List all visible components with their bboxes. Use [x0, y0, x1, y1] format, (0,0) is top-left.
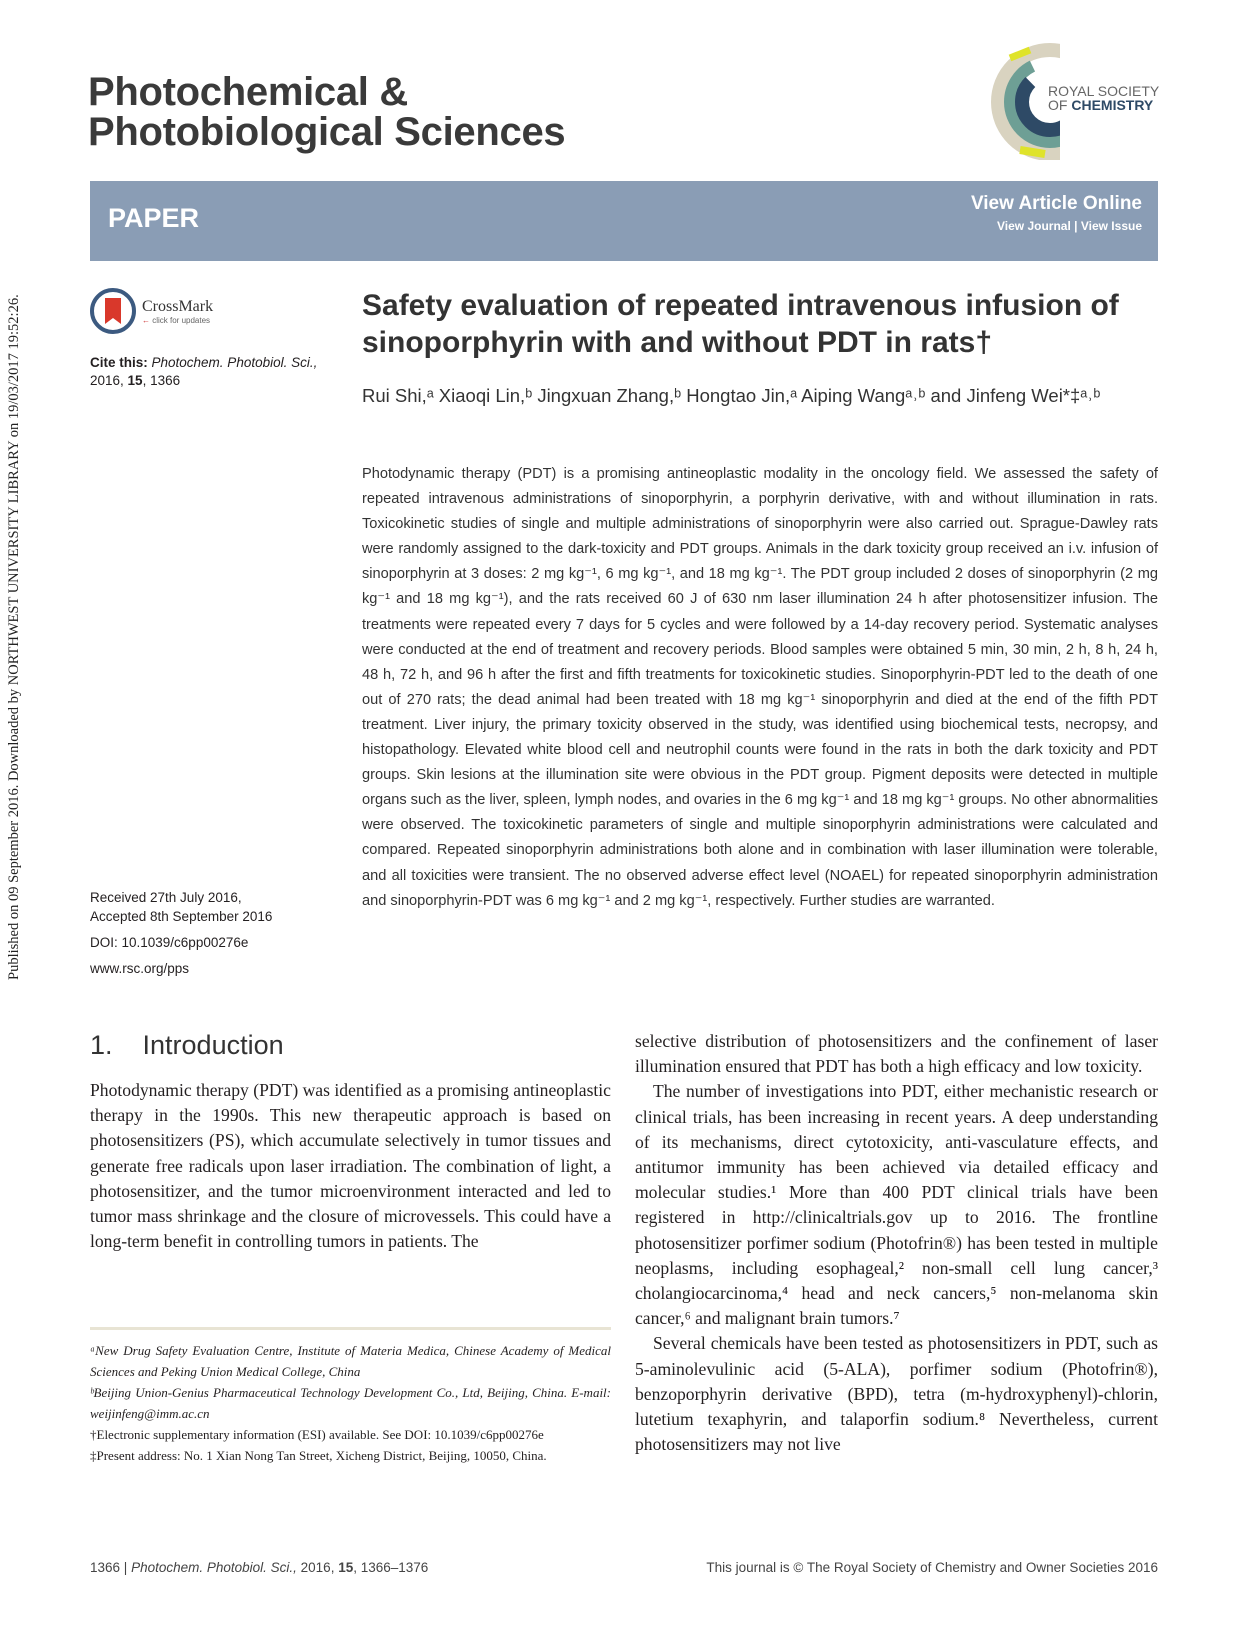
article-metadata: [90, 888, 360, 978]
footnote-divider: [90, 1327, 611, 1330]
paragraph: selective distribution of photosensitizers and the confinement of laser illumination ensured that PDT has both a high efficacy and low toxicity.: [635, 1031, 1158, 1077]
paragraph: The number of investigations into PDT, either mechanistic research or clinical trials, has been increasing in recent years. A deep understanding of its mechanisms, direct cytotoxicity, anti-vasculature effects, and antitumor immunity has been achieved via detailed efficacy and molecular studies.¹ More than 400 PDT clinical trials have been registered in http://clinicaltrials.gov up to 2016. The frontline photosensitizer porfimer sodium (Photofrin®) has been tested in multiple neoplasms, including esophageal,² non-small cell lung cancer,³ cholangiocarcinoma,⁴ head and neck cancers,⁵ non-melanoma skin cancer,⁶ and malignant brain tumors.⁷: [635, 1081, 1158, 1329]
article-type-banner: [90, 181, 1158, 261]
footer-journal: Photochem. Photobiol. Sci.,: [131, 1560, 297, 1575]
view-article-online-link[interactable]: View Article Online: [970, 193, 1142, 214]
rsc-line1: ROYAL SOCIETY: [1048, 83, 1160, 99]
link-separator: |: [1070, 219, 1081, 233]
journal-title-line1: Photochemical &: [88, 70, 409, 114]
footnotes: [90, 1340, 611, 1466]
footnote-affiliation-a: ᵃNew Drug Safety Evaluation Centre, Institute of Materia Medica, Chinese Academy of Medical Sciences and Peking Union Medical College, China: [90, 1343, 611, 1379]
citation: [90, 354, 360, 390]
page-number: 1366: [90, 1560, 121, 1575]
footer-left: [90, 1560, 428, 1575]
footnote-address: ‡Present address: No. 1 Xian Nong Tan Street, Xicheng District, Beijing, 10050, China.: [90, 1448, 547, 1463]
footer-year: 2016,: [296, 1560, 339, 1575]
paragraph: Several chemicals have been tested as photosensitizers in PDT, such as 5-aminolevulinic acid (5-ALA), porfimer sodium (Photofrin®), benzoporphyrin derivative (BPD), tetra (m-hydroxyphenyl)-chlorin, lutetium texaphyrin, and talaporfin sodium.⁸ Nevertheless, current photosensitizers may not live: [635, 1333, 1158, 1455]
download-watermark: Published on 09 September 2016. Downloaded by NORTHWEST UNIVERSITY LIBRARY on 19/03/2017 19:52:26.: [6, 294, 22, 980]
accepted-date: Accepted 8th September 2016: [90, 909, 273, 924]
crossmark-label: CrossMark: [142, 297, 214, 315]
footer-volume: 15: [338, 1560, 354, 1575]
section-heading-introduction: 1. Introduction: [90, 1030, 284, 1060]
view-journal-link[interactable]: View Journal: [997, 219, 1071, 233]
article-title: Safety evaluation of repeated intravenous infusion of sinoporphyrin with and without PDT in rats†: [362, 289, 1119, 359]
footer-copyright: This journal is © The Royal Society of Chemistry and Owner Societies 2016: [706, 1560, 1158, 1575]
paragraph: Photodynamic therapy (PDT) was identified as a promising antineoplastic therapy in the 1990s. This new therapeutic approach is based on photosensitizers (PS), which accumulate selectively in tumor tissues and generate free radicals upon laser irradiation. The combination of light, a photosensitizer, and the tumor microenvironment interacted and led to tumor mass shrinkage and the closure of microvessels. This could have a long-term benefit in controlling tumors in patients. The: [90, 1080, 611, 1252]
cite-page: , 1366: [142, 373, 181, 388]
crossmark-icon: [90, 288, 136, 334]
journal-url-link[interactable]: www.rsc.org/pps: [90, 961, 190, 976]
footnote-esi: †Electronic supplementary information (ESI) available. See DOI: 10.1039/c6pp00276e: [90, 1427, 544, 1442]
rsc-line2b: CHEMISTRY: [1071, 97, 1154, 113]
crossmark-button[interactable]: [90, 288, 213, 334]
cite-journal: Photochem. Photobiol. Sci.,: [151, 355, 318, 370]
view-issue-link[interactable]: View Issue: [1080, 219, 1142, 233]
abstract: Photodynamic therapy (PDT) is a promising antineoplastic modality in the oncology field. We assessed the safety of repeated intravenous administrations of sinoporphyrin, a porphyrin derivative, with and without illumination in rats. Toxicokinetic studies of single and multiple administrations of sinoporphyrin were also carried out. Sprague-Dawley rats were randomly assigned to the dark-toxicity and PDT groups. Animals in the dark toxicity group received an i.v. infusion of sinoporphyrin at 3 doses: 2 mg kg⁻¹, 6 mg kg⁻¹, and 18 mg kg⁻¹. The PDT group included 2 doses of sinoporphyrin (2 mg kg⁻¹ and 18 mg kg⁻¹), and the rats received 60 J of 630 nm laser illumination 24 h after photosensitizer infusion. The treatments were repeated every 7 days for 5 cycles and were followed by a 14-day recovery period. Systematic analyses were conducted at the end of treatment and recovery periods. Blood samples were obtained 5 min, 30 min, 2 h, 8 h, 24 h, 48 h, 72 h, and 96 h after the first and fifth treatments for toxicokinetic studies. Sinoporphyrin-PDT led to the death of one out of 270 rats; the dead animal had been treated with 18 mg kg⁻¹ sinoporphyrin and died at the end of the fifth PDT treatment. Liver injury, the primary toxicity observed in the study, was identified using biochemical tests, necropsy, and histopathology. Elevated white blood cell and neutrophil counts were found in the rats in both the dark toxicity and PDT groups. Skin lesions at the illumination site were obvious in the PDT group. Pigment deposits were detected in multiple organs such as the liver, spleen, lymph nodes, and ovaries in the 6 mg kg⁻¹ and 18 mg kg⁻¹ groups. No other abnormalities were observed. The toxicokinetic parameters of single and multiple sinoporphyrin administrations were calculated and compared. Repeated sinoporphyrin administrations both alone and in combination with laser illumination were tolerable, and all toxicities were transient. The no observed adverse effect level (NOAEL) for repeated sinoporphyrin administration and sinoporphyrin-PDT was 6 mg kg⁻¹ and 2 mg kg⁻¹, respectively. Further studies are warranted.: [362, 466, 1158, 909]
received-date: Received 27th July 2016,: [90, 890, 242, 905]
right-column: [635, 1029, 1158, 1457]
journal-title: [88, 72, 565, 152]
rsc-line2a: OF: [1048, 97, 1072, 113]
footer-pages: , 1366–1376: [353, 1560, 429, 1575]
cite-volume: 15: [127, 373, 143, 388]
crossmark-sub: click for updates: [152, 315, 211, 325]
article-type: PAPER: [108, 203, 200, 233]
left-column: [90, 1078, 611, 1254]
rsc-logo: [990, 40, 1160, 160]
arrow-left-icon: ←: [142, 315, 150, 325]
view-links: [971, 193, 1142, 233]
footer-sep: |: [120, 1560, 132, 1575]
doi: DOI: 10.1039/c6pp00276e: [90, 935, 249, 950]
journal-title-line2: Photobiological Sciences: [88, 110, 566, 154]
rsc-logo-text: [1048, 84, 1159, 112]
cite-year: 2016,: [90, 373, 128, 388]
footnote-affiliation-b: ᵇBeijing Union-Genius Pharmaceutical Technology Development Co., Ltd, Beijing, China. E-mail: weijinfeng@imm.ac.cn: [90, 1385, 611, 1421]
cite-label: Cite this:: [90, 355, 152, 370]
author-list: Rui Shi,ᵃ Xiaoqi Lin,ᵇ Jingxuan Zhang,ᵇ Hongtao Jin,ᵃ Aiping Wangᵃ˒ᵇ and Jinfeng Wei*‡ᵃ˒ᵇ: [362, 385, 1101, 406]
